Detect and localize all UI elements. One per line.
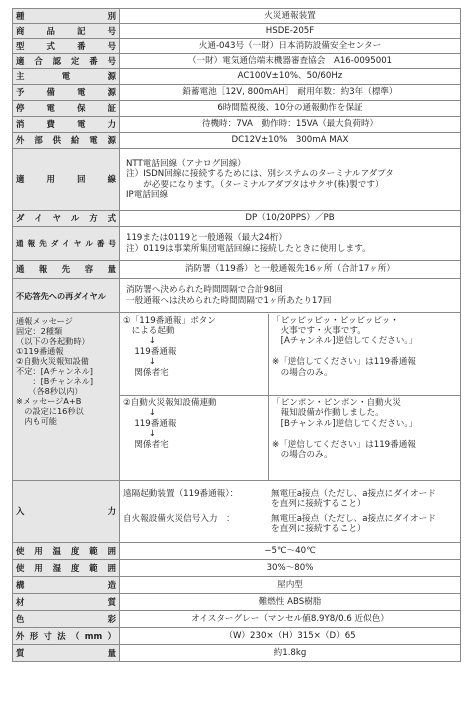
row-label: 主電源 [13,69,120,85]
row-message [13,313,461,481]
row-value: 火通-043号（一財）日本消防設備安全センター [120,39,461,54]
row-label: ダイヤル方式 [13,211,120,227]
row-label: 商品記号 [13,24,120,39]
row-value: 待機時：7VA 動作時：15VA（最大負荷時） [120,117,461,133]
row-dial-method [13,211,461,227]
row-temperature [13,543,461,560]
row-value: 約1.8kg [120,645,461,662]
row-label: 不応答先への再ダイヤル [13,279,120,313]
row-dial-number [13,227,461,261]
row-external-power [13,133,461,149]
row-label: 適用回線 [13,149,120,211]
message-label: 通報メッセージ 固定：2種類 （以下の各起動時） ①119番通報 ②自動火災報知設備 不定：[Aチャンネル] ：[Bチャンネル] （各8秒以内） ※メッセージA+B の設定に16秒以 内も可能 [13,313,120,481]
row-value: 30%〜80% [120,560,461,577]
row-value: AC100V±10%、50/60Hz [120,69,461,85]
row-value: （一財）電気通信端末機器審査協会 A16-0095001 [120,54,461,69]
row-redial [13,279,461,313]
row-label: 消費電力 [13,117,120,133]
message-flow-1: ①「119番通報」ボタン による起動 ↓ 119番通報 ↓ 関係者宅 [120,314,269,396]
row-label: 外形寸法（mm） [13,628,120,645]
row-value: 鉛蓄電池［12V, 800mAH］ 耐用年数：約3年（標準） [120,85,461,101]
message-inner [120,314,460,480]
input-label: 入 力 [13,481,120,543]
row-label: 通報先ダイヤル番号 [13,227,120,261]
input-fire-value: 無電圧a接点（ただし、a接点にダイオード を直列に接続すること） [271,513,436,534]
row-value: HSDE-205F [120,24,461,39]
row-value: −5℃〜40℃ [120,543,461,560]
row-value: 6時間監視後、10分の通報動作を保証 [120,101,461,117]
row-label: 構造 [13,577,120,594]
message-text-1: 「ピッピッピッ・ピッピッピッ・ 火事です・火事です。 [Aチャンネル]逆信してください。」 ※「逆信してください」は119番通報 の場合のみ。 [272,315,418,378]
row-value: （W）230×（H）315×（D）65 [120,628,461,645]
row-label: 外部供給電源 [13,133,120,149]
row-value: 火災通報装置 [120,9,461,24]
row-outage [13,101,461,117]
message-flow-2: ②自動火災報知設備連動 ↓ 119番通報 ↓ 関係者宅 [120,396,269,480]
row-backup-power [13,85,461,101]
message-text-2: 「ピンポン・ピンポン・自動火災 報知設備が作動しました。 [Bチャンネル]逆信してください。」 ※「逆信してください」は119番通報 の場合のみ。 [269,396,461,480]
row-label: 予備電源 [13,85,120,101]
row-structure [13,577,461,594]
row-label: 色彩 [13,611,120,628]
input-fire-key: 自火報設備火災信号入力 ： [123,513,235,524]
row-capacity [13,261,461,279]
input-remote [123,489,457,510]
row-label: 通報先容量 [13,261,120,279]
row-label: 種 別 [13,9,120,24]
row-value: 消防署（119番）と一般通報先16ヶ所（合計17ヶ所） [120,261,461,279]
row-label: 型式番号 [13,39,120,54]
row-power-consumption [13,117,461,133]
row-material [13,594,461,611]
message-cell [120,313,461,481]
row-main-power [13,69,461,85]
row-model-number [13,39,461,54]
row-label: 質量 [13,645,120,662]
row-value: 屋内型 [120,577,461,594]
row-humidity [13,560,461,577]
row-value: DP（10/20PPS）／PB [120,211,461,227]
row-input [13,481,461,543]
row-dimensions [13,628,461,645]
row-value: オイスターグレー（マンセル値8.9Y8/0.6 近似色） [120,611,461,628]
input-cell [120,481,461,543]
row-lines [13,149,461,211]
row-value: 消防署へ決められた時間間隔で合計98回 一般通報へは決められた時間間隔で1ヶ所あたり17回 [120,279,461,313]
input-remote-value: 無電圧a接点（ただし、a接点にダイオード を直列に接続すること） [271,488,436,510]
row-label: 使用温度範囲 [13,543,120,560]
row-weight [13,645,461,662]
spec-table [12,8,461,662]
row-label: 材質 [13,594,120,611]
row-product-code [13,24,461,39]
row-label: 使用湿度範囲 [13,560,120,577]
row-type [13,9,461,24]
input-remote-key: 遠隔起動装置（119番通報）： [123,488,239,499]
row-label: 停電保証 [13,101,120,117]
row-value: DC12V±10% 300mA MAX [120,133,461,149]
row-certification [13,54,461,69]
row-color [13,611,461,628]
row-value: NTT電話回線（アナログ回線） 注）ISDN回線に接続するためには、別システムのターミナルアダプタ が必要になります。（ターミナルアダプタはサクサ(株)製です） IP電話回線 [120,149,461,211]
row-label: 適合認定番号 [13,54,120,69]
row-value: 難燃性 ABS樹脂 [120,594,461,611]
input-fire-signal [123,514,457,535]
row-value: 119または0119と一般通報（最大24桁） 注）0119は事業所集団電話回線に接続したときに使用します。 [120,227,461,261]
